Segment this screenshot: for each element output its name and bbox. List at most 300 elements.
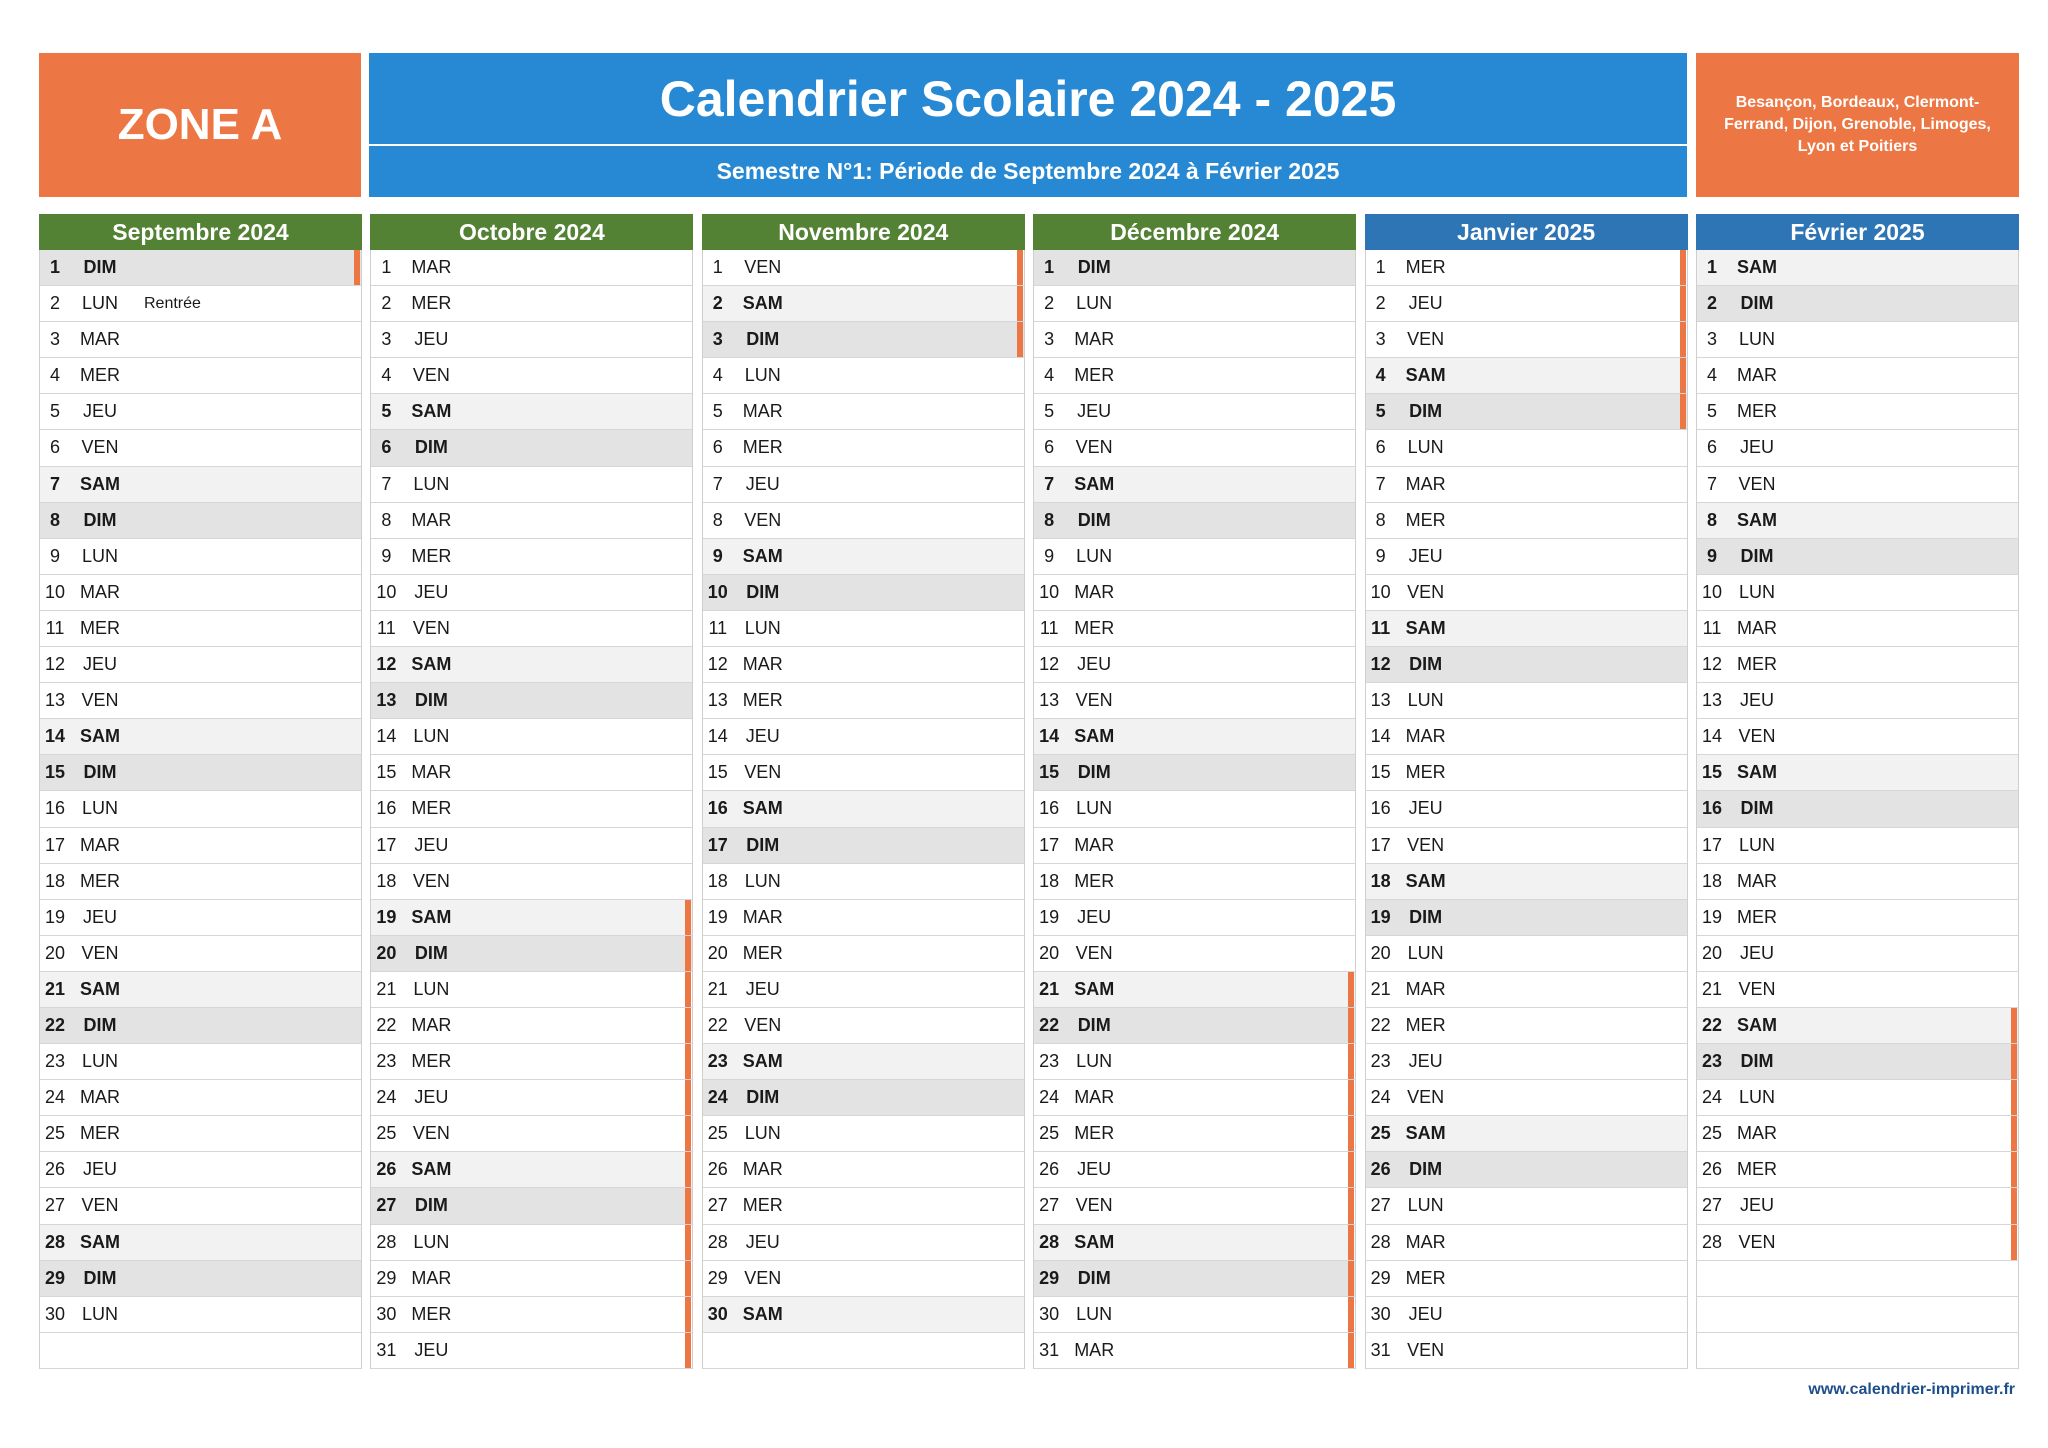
vacation-marker	[685, 900, 691, 935]
day-weekday: VEN	[1738, 726, 1776, 747]
day-number: 7	[49, 473, 60, 494]
day-number: 13	[1370, 690, 1391, 711]
day-weekday: LUN	[81, 1051, 118, 1072]
day-row	[371, 1080, 692, 1116]
day-number: 2	[381, 293, 392, 314]
day-weekday: SAM	[411, 654, 452, 675]
day-weekday: MAR	[80, 1087, 120, 1108]
day-weekday: JEU	[1408, 293, 1443, 314]
day-number: 2	[1706, 293, 1717, 314]
day-list	[702, 250, 1025, 1369]
day-row	[703, 864, 1024, 900]
day-number: 29	[44, 1267, 66, 1288]
day-weekday: LUN	[1076, 1051, 1113, 1072]
day-row	[703, 467, 1024, 503]
day-row	[1034, 611, 1355, 647]
day-weekday: JEU	[82, 401, 117, 422]
day-row	[1366, 719, 1687, 755]
day-number: 18	[1701, 870, 1723, 891]
day-number: 9	[1375, 545, 1386, 566]
day-number: 19	[376, 906, 397, 927]
vacation-marker	[1680, 250, 1686, 285]
day-row	[1366, 828, 1687, 864]
day-weekday: MER	[80, 617, 120, 638]
day-row	[40, 1297, 361, 1333]
day-row	[371, 1008, 692, 1044]
day-weekday: MER	[1074, 617, 1115, 638]
day-number: 15	[707, 762, 728, 783]
month-header: Septembre 2024	[39, 214, 362, 250]
day-row	[1697, 936, 2018, 972]
day-number: 21	[44, 978, 66, 999]
day-weekday: DIM	[1077, 1267, 1111, 1288]
day-row	[703, 1297, 1024, 1333]
vacation-marker	[685, 1008, 691, 1043]
day-weekday: SAM	[80, 1231, 120, 1252]
month-header: Novembre 2024	[702, 214, 1025, 250]
day-number: 15	[376, 762, 397, 783]
day-row	[703, 900, 1024, 936]
day-row	[1697, 1008, 2018, 1044]
day-row	[1697, 539, 2018, 575]
day-number: 25	[707, 1123, 728, 1144]
day-row	[1697, 683, 2018, 719]
day-weekday: MER	[80, 365, 120, 386]
day-weekday: MER	[1074, 365, 1115, 386]
day-row	[703, 647, 1024, 683]
day-weekday: VEN	[1407, 329, 1445, 350]
day-row	[703, 936, 1024, 972]
day-row	[1034, 250, 1355, 286]
day-row	[1366, 250, 1687, 286]
day-weekday: DIM	[746, 581, 780, 602]
day-weekday: LUN	[1407, 1195, 1444, 1216]
day-number: 21	[1370, 978, 1391, 999]
day-weekday: MAR	[411, 762, 452, 783]
day-row	[40, 575, 361, 611]
day-weekday: SAM	[1405, 617, 1446, 638]
day-row	[371, 828, 692, 864]
day-row	[1034, 358, 1355, 394]
day-row	[1697, 1225, 2018, 1261]
day-row	[371, 430, 692, 466]
day-row	[40, 647, 361, 683]
day-row	[371, 1116, 692, 1152]
day-weekday: MER	[411, 293, 452, 314]
day-number: 12	[1370, 654, 1391, 675]
day-number: 13	[1701, 690, 1723, 711]
vacation-marker	[1348, 1044, 1354, 1079]
day-weekday: SAM	[1074, 1231, 1115, 1252]
day-number: 17	[707, 834, 728, 855]
day-row	[1697, 864, 2018, 900]
day-weekday: MAR	[411, 509, 452, 530]
vacation-marker	[685, 1044, 691, 1079]
day-weekday: JEU	[1739, 437, 1774, 458]
day-number: 12	[376, 654, 397, 675]
day-number: 28	[1370, 1231, 1391, 1252]
day-weekday: MER	[1405, 509, 1446, 530]
day-number: 13	[1039, 690, 1060, 711]
day-row	[703, 972, 1024, 1008]
day-row	[1697, 358, 2018, 394]
day-list	[1696, 250, 2019, 1369]
day-weekday: DIM	[746, 834, 780, 855]
day-row	[1034, 1297, 1355, 1333]
vacation-marker	[1348, 1008, 1354, 1043]
day-weekday: SAM	[742, 798, 783, 819]
day-weekday: VEN	[81, 1195, 119, 1216]
day-number: 17	[1370, 834, 1391, 855]
day-number: 8	[1044, 509, 1055, 530]
day-weekday: JEU	[1739, 942, 1774, 963]
day-weekday: SAM	[1737, 509, 1777, 530]
zone-cities-line: Lyon et Poitiers	[1797, 138, 1918, 155]
day-row	[1697, 250, 2018, 286]
vacation-marker	[685, 936, 691, 971]
day-row	[1366, 467, 1687, 503]
day-row	[1366, 1225, 1687, 1261]
day-number: 24	[376, 1087, 397, 1108]
day-number: 19	[44, 906, 66, 927]
day-weekday: MER	[1737, 906, 1777, 927]
day-number: 30	[376, 1303, 397, 1324]
day-weekday: DIM	[83, 762, 117, 783]
day-row	[1366, 539, 1687, 575]
day-number: 2	[1375, 293, 1386, 314]
day-row	[1697, 1188, 2018, 1224]
day-weekday: DIM	[746, 329, 780, 350]
day-number: 6	[49, 437, 60, 458]
vacation-marker	[2011, 1152, 2017, 1187]
day-number: 20	[1701, 942, 1723, 963]
day-row	[40, 1225, 361, 1261]
day-weekday: JEU	[1739, 1195, 1774, 1216]
day-number: 12	[44, 654, 66, 675]
vacation-marker	[1680, 358, 1686, 393]
day-weekday: VEN	[412, 365, 450, 386]
day-number: 1	[381, 257, 392, 277]
day-number: 22	[707, 1014, 728, 1035]
day-weekday: VEN	[1407, 1087, 1445, 1108]
vacation-marker	[685, 972, 691, 1007]
day-row	[1034, 1116, 1355, 1152]
day-row	[703, 286, 1024, 322]
day-number: 24	[707, 1087, 728, 1108]
day-row	[40, 791, 361, 827]
day-number: 5	[1375, 401, 1386, 422]
day-row	[371, 683, 692, 719]
empty-row	[1697, 1261, 2018, 1297]
day-row	[1034, 467, 1355, 503]
day-number: 18	[707, 870, 728, 891]
day-weekday: DIM	[1740, 293, 1774, 314]
day-number: 30	[707, 1303, 728, 1324]
day-weekday: VEN	[1407, 1339, 1445, 1360]
day-weekday: MAR	[1737, 617, 1777, 638]
day-row	[703, 683, 1024, 719]
day-row	[40, 1152, 361, 1188]
day-row	[371, 755, 692, 791]
day-number: 14	[1370, 726, 1391, 747]
day-weekday: MAR	[80, 329, 120, 350]
vacation-marker	[1348, 1152, 1354, 1187]
day-row	[1034, 719, 1355, 755]
day-weekday: LUN	[1738, 329, 1775, 350]
day-number: 11	[1371, 617, 1391, 638]
day-weekday: JEU	[745, 1231, 780, 1252]
day-number: 11	[45, 617, 65, 638]
day-number: 11	[1702, 617, 1722, 638]
day-row	[703, 1080, 1024, 1116]
day-number: 23	[44, 1051, 66, 1072]
day-weekday: LUN	[1076, 798, 1113, 819]
day-row	[1697, 467, 2018, 503]
day-number: 27	[376, 1195, 397, 1216]
day-weekday: MAR	[1074, 581, 1115, 602]
day-number: 26	[376, 1159, 397, 1180]
day-row	[703, 1008, 1024, 1044]
day-list	[1033, 250, 1356, 1369]
day-row	[40, 322, 361, 358]
vacation-marker	[2011, 1044, 2017, 1079]
vacation-marker	[685, 1116, 691, 1151]
day-row	[1034, 394, 1355, 430]
day-weekday: SAM	[742, 1051, 783, 1072]
day-weekday: LUN	[744, 1123, 781, 1144]
day-weekday: MER	[742, 942, 783, 963]
day-row	[1034, 755, 1355, 791]
day-weekday: LUN	[1738, 834, 1775, 855]
day-row	[1697, 575, 2018, 611]
day-row	[1034, 503, 1355, 539]
vacation-marker	[1348, 1188, 1354, 1223]
day-weekday: MAR	[1405, 473, 1446, 494]
day-weekday: LUN	[1076, 293, 1113, 314]
day-number: 23	[376, 1051, 397, 1072]
month-header: Octobre 2024	[370, 214, 693, 250]
day-weekday: JEU	[1077, 1159, 1112, 1180]
day-row	[1697, 972, 2018, 1008]
day-row	[703, 430, 1024, 466]
day-row	[1697, 1044, 2018, 1080]
footer-website-link[interactable]: www.calendrier-imprimer.fr	[1808, 1381, 2015, 1398]
day-weekday: MER	[80, 870, 120, 891]
day-weekday: MER	[1074, 1123, 1115, 1144]
vacation-marker	[685, 1261, 691, 1296]
day-number: 16	[376, 798, 397, 819]
day-row	[1366, 322, 1687, 358]
day-number: 22	[1039, 1014, 1060, 1035]
day-weekday: LUN	[1738, 581, 1775, 602]
day-row	[1034, 286, 1355, 322]
day-row	[1034, 575, 1355, 611]
day-number: 1	[49, 257, 60, 277]
day-weekday: DIM	[1409, 654, 1443, 675]
day-weekday: MER	[411, 1051, 452, 1072]
day-number: 31	[1039, 1339, 1060, 1360]
day-number: 3	[1706, 329, 1717, 350]
day-number: 21	[1039, 978, 1060, 999]
day-row	[371, 1044, 692, 1080]
day-row	[371, 647, 692, 683]
day-row	[703, 828, 1024, 864]
day-weekday: MAR	[1737, 365, 1777, 386]
day-number: 1	[1375, 257, 1386, 277]
day-number: 4	[712, 365, 723, 386]
day-number: 25	[1039, 1123, 1060, 1144]
day-row	[1697, 611, 2018, 647]
day-number: 16	[1039, 798, 1060, 819]
day-row	[703, 503, 1024, 539]
zone-cities-line: Ferrand, Dijon, Grenoble, Limoges,	[1724, 116, 1991, 133]
day-number: 4	[1375, 365, 1386, 386]
day-row	[1366, 647, 1687, 683]
day-number: 6	[712, 437, 723, 458]
zone-label: ZONE A	[117, 100, 283, 149]
day-number: 1	[1044, 257, 1055, 277]
day-weekday: MAR	[742, 654, 783, 675]
day-number: 12	[1039, 654, 1060, 675]
day-number: 19	[1701, 906, 1723, 927]
day-number: 5	[712, 401, 723, 422]
day-row	[371, 1152, 692, 1188]
day-weekday: DIM	[414, 1195, 448, 1216]
day-weekday: MAR	[742, 401, 783, 422]
day-row	[703, 755, 1024, 791]
day-weekday: DIM	[83, 1014, 117, 1035]
day-number: 29	[376, 1267, 397, 1288]
day-row	[371, 611, 692, 647]
day-weekday: MER	[1405, 762, 1446, 783]
day-row	[40, 1080, 361, 1116]
day-row	[40, 1116, 361, 1152]
day-number: 24	[1039, 1087, 1060, 1108]
day-number: 9	[49, 545, 60, 566]
day-number: 20	[1370, 942, 1391, 963]
day-weekday: MER	[80, 1123, 120, 1144]
day-number: 4	[1044, 365, 1055, 386]
day-row	[1034, 430, 1355, 466]
day-number: 23	[1701, 1051, 1723, 1072]
page-subtitle: Semestre N°1: Période de Septembre 2024 à Février 2025	[716, 158, 1340, 184]
day-row	[1366, 1188, 1687, 1224]
day-weekday: DIM	[83, 1267, 117, 1288]
day-number: 24	[1701, 1087, 1723, 1108]
day-row	[40, 755, 361, 791]
day-weekday: LUN	[744, 365, 781, 386]
day-row	[371, 503, 692, 539]
day-row	[1366, 1044, 1687, 1080]
day-number: 29	[1370, 1267, 1391, 1288]
vacation-marker	[685, 1188, 691, 1223]
day-row	[1697, 1080, 2018, 1116]
vacation-marker	[354, 250, 360, 285]
day-number: 7	[712, 473, 723, 494]
day-weekday: LUN	[1407, 690, 1444, 711]
day-number: 19	[1039, 906, 1060, 927]
month-header: Décembre 2024	[1033, 214, 1356, 250]
day-weekday: DIM	[1077, 762, 1111, 783]
day-row	[1366, 1261, 1687, 1297]
day-number: 6	[381, 437, 392, 458]
day-number: 27	[1039, 1195, 1060, 1216]
day-weekday: LUN	[1407, 437, 1444, 458]
day-number: 2	[712, 293, 723, 314]
day-weekday: JEU	[414, 329, 449, 350]
day-row	[1366, 972, 1687, 1008]
day-number: 9	[1044, 545, 1055, 566]
day-number: 16	[1370, 798, 1391, 819]
vacation-marker	[1348, 1080, 1354, 1115]
day-number: 22	[44, 1014, 66, 1035]
day-weekday: MAR	[1074, 329, 1115, 350]
day-weekday: MER	[1737, 401, 1777, 422]
day-number: 5	[1044, 401, 1055, 422]
day-number: 4	[49, 365, 60, 386]
day-weekday: MER	[1737, 654, 1777, 675]
day-weekday: JEU	[414, 581, 449, 602]
day-weekday: SAM	[1737, 257, 1777, 277]
day-number: 25	[1370, 1123, 1391, 1144]
day-number: 8	[49, 509, 60, 530]
day-weekday: DIM	[746, 1087, 780, 1108]
day-weekday: MAR	[411, 257, 452, 277]
day-weekday: MER	[1074, 870, 1115, 891]
day-weekday: VEN	[1075, 942, 1113, 963]
day-row	[1366, 286, 1687, 322]
day-weekday: DIM	[83, 257, 117, 277]
day-row	[1034, 1152, 1355, 1188]
day-weekday: MAR	[1074, 1087, 1115, 1108]
day-number: 27	[44, 1195, 66, 1216]
day-weekday: MER	[742, 437, 783, 458]
day-weekday: MAR	[411, 1014, 452, 1035]
day-row	[1697, 322, 2018, 358]
day-weekday: LUN	[81, 545, 118, 566]
title-banner	[369, 53, 1687, 197]
day-row	[1697, 1152, 2018, 1188]
day-number: 16	[44, 798, 66, 819]
day-number: 16	[707, 798, 728, 819]
day-weekday: MAR	[1074, 1339, 1115, 1360]
day-weekday: SAM	[1405, 870, 1446, 891]
day-weekday: MER	[411, 798, 452, 819]
day-weekday: VEN	[744, 1267, 782, 1288]
day-number: 14	[707, 726, 728, 747]
day-number: 10	[376, 581, 397, 602]
day-weekday: VEN	[412, 870, 450, 891]
day-row	[40, 683, 361, 719]
day-row	[703, 1188, 1024, 1224]
day-weekday: MAR	[1737, 1123, 1777, 1144]
day-weekday: JEU	[1408, 1051, 1443, 1072]
day-number: 10	[1701, 581, 1723, 602]
day-row	[1366, 358, 1687, 394]
vacation-marker	[1017, 322, 1023, 357]
day-number: 14	[1039, 726, 1060, 747]
vacation-marker	[1348, 1116, 1354, 1151]
day-weekday: LUN	[1076, 545, 1113, 566]
day-list	[1365, 250, 1688, 1369]
day-row	[371, 286, 692, 322]
day-weekday: MAR	[1405, 726, 1446, 747]
day-number: 15	[1370, 762, 1391, 783]
day-row	[371, 1225, 692, 1261]
day-row	[40, 467, 361, 503]
day-row	[1697, 394, 2018, 430]
day-weekday: DIM	[414, 690, 448, 711]
